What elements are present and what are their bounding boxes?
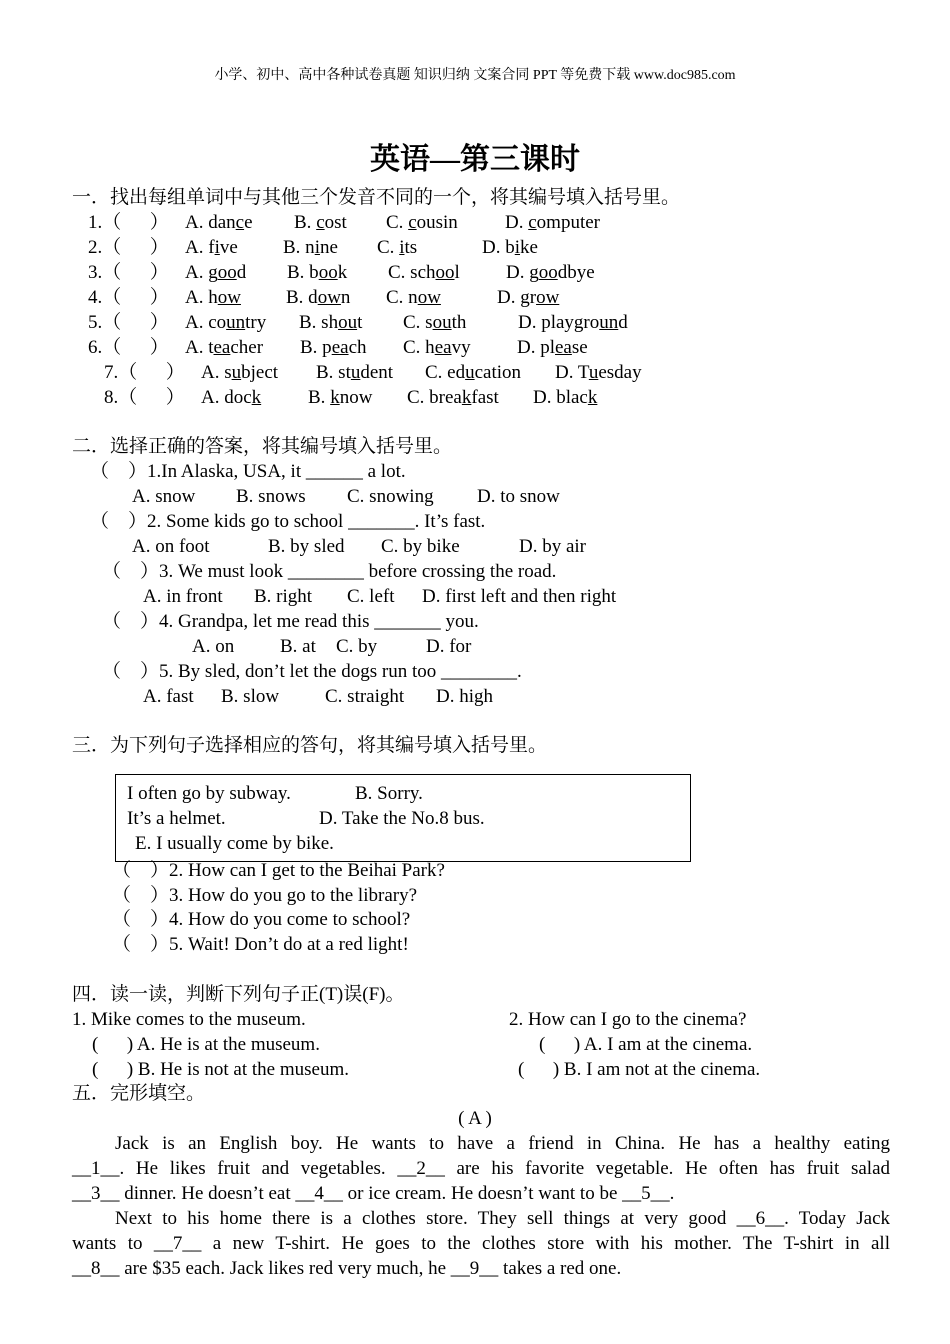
s1-option-a <box>185 335 263 360</box>
underlined-letters: oo <box>538 262 558 283</box>
s4-right-b: ( ) B. I am not at the cinema. <box>518 1059 761 1080</box>
s1-option-c <box>386 210 458 235</box>
option-text: bject <box>241 362 279 383</box>
s1-option-c <box>425 360 521 385</box>
s4-left-b: ( ) B. He is not at the museum. <box>92 1059 349 1080</box>
underlined-letters: i <box>399 237 405 258</box>
s3-question-4: （ ）4. How do you come to school? <box>112 909 411 930</box>
passage-2-line-3: __8__ are $35 each. Jack likes red very much, he __9__ takes a red one. <box>72 1258 622 1279</box>
underlined-letters: un <box>226 312 246 333</box>
s1-option-d <box>505 210 600 235</box>
option-text: B. n <box>283 237 315 258</box>
s1-option-d <box>497 285 559 310</box>
box-option-a: I often go by subway. <box>127 783 291 804</box>
s2-q5-option-c: C. straight <box>325 686 405 707</box>
s1-option-b <box>308 385 372 410</box>
underlined-letters: u <box>350 362 361 383</box>
s3-question-3: （ ）3. How do you go to the library? <box>112 885 418 906</box>
s1-option-c <box>403 310 466 335</box>
s1-option-d <box>533 385 597 410</box>
box-option-e: E. I usually come by bike. <box>135 833 334 854</box>
option-text: ke <box>520 237 538 258</box>
option-text: l <box>454 262 460 283</box>
option-text: ne <box>319 237 338 258</box>
underlined-letters: ea <box>331 337 349 358</box>
s4-left-a: ( ) A. He is at the museum. <box>92 1034 320 1055</box>
s1-option-b <box>286 285 350 310</box>
underlined-letters: ow <box>417 287 441 308</box>
s1-option-a <box>185 210 253 235</box>
s2-q4-option-b: B. at <box>280 636 316 657</box>
option-text: d <box>236 262 247 283</box>
s4-right-a: ( ) A. I am at the cinema. <box>539 1034 753 1055</box>
s1-option-c <box>377 235 417 260</box>
underlined-letters: i <box>514 237 521 258</box>
underlined-letters: k <box>461 387 472 408</box>
s2-q1-option-b: B. snows <box>236 486 306 507</box>
s1-option-c <box>388 260 460 285</box>
s1-row-number: 3.（ ） <box>88 262 169 283</box>
s1-option-a <box>185 310 266 335</box>
s3-question-5: （ ）5. Wait! Don’t do at a red light! <box>112 934 409 955</box>
underlined-letters: c <box>235 212 245 233</box>
underlined-letters: k <box>330 387 340 408</box>
s1-option-a <box>201 360 278 385</box>
option-text: dbye <box>557 262 595 283</box>
option-text: D. playgro <box>518 312 600 333</box>
s1-option-d <box>555 360 642 385</box>
option-text: B. d <box>286 287 318 308</box>
s1-option-d <box>518 310 628 335</box>
underlined-letters: ea <box>434 337 452 358</box>
option-text: try <box>245 312 267 333</box>
underlined-letters: c <box>316 212 325 233</box>
option-text: e <box>244 212 253 233</box>
underlined-letters: un <box>599 312 619 333</box>
option-text: d <box>618 312 628 333</box>
option-text: se <box>571 337 588 358</box>
option-text: fast <box>471 387 499 408</box>
s2-q5-option-a: A. fast <box>143 686 194 707</box>
s1-option-a <box>201 385 261 410</box>
option-text: A. g <box>185 262 218 283</box>
option-text: n <box>340 287 351 308</box>
s2-q1-option-d: D. to snow <box>477 486 560 507</box>
section-1-heading: 一．找出每组单词中与其他三个发音不同的一个，将其编号填入括号里。 <box>72 187 681 208</box>
s2-q5-option-d: D. high <box>436 686 493 707</box>
box-option-c: It’s a helmet. <box>127 808 226 829</box>
underlined-letters: ea <box>555 337 572 358</box>
s2-question-3: （ ）3. We must look ________ before crossing the road. <box>102 561 557 582</box>
option-text: C. ed <box>425 362 466 383</box>
option-text: th <box>451 312 467 333</box>
s1-option-d <box>506 260 595 285</box>
option-text: A. f <box>185 237 215 258</box>
s2-question-1: （ ）1.In Alaska, USA, it ______ a lot. <box>90 461 406 482</box>
option-text: D. T <box>555 362 589 383</box>
option-text: ousin <box>416 212 458 233</box>
passage-2-line-2: wants to __7__ a new T-shirt. He goes to the clothes store with his mother. The T-shirt in all <box>72 1233 890 1254</box>
s1-option-c <box>407 385 499 410</box>
s2-q2-option-a: A. on foot <box>132 536 210 557</box>
option-text: C. h <box>403 337 435 358</box>
underlined-letters: oo <box>435 262 455 283</box>
s2-q3-option-a: A. in front <box>143 586 223 607</box>
underlined-letters: ow <box>536 287 560 308</box>
s2-question-4: （ ）4. Grandpa, let me read this _______ you. <box>102 611 479 632</box>
option-text: B. sh <box>299 312 339 333</box>
option-text: D. pl <box>517 337 555 358</box>
section-3-heading: 三．为下列句子选择相应的答句，将其编号填入括号里。 <box>72 735 548 756</box>
option-text: B. st <box>316 362 351 383</box>
s1-option-d <box>482 235 538 260</box>
option-text: A. h <box>185 287 218 308</box>
option-text: dent <box>360 362 394 383</box>
section-5-heading: 五．完形填空。 <box>72 1083 206 1104</box>
s2-q3-option-b: B. right <box>254 586 313 607</box>
section-4-heading: 四．读一读，判断下列句子正(T)误(F)。 <box>72 984 405 1005</box>
option-text: C. n <box>386 287 418 308</box>
option-text: cher <box>230 337 264 358</box>
s1-option-b <box>299 310 362 335</box>
underlined-letters: u <box>465 362 475 383</box>
option-text: ts <box>404 237 418 258</box>
s2-q2-option-b: B. by sled <box>268 536 345 557</box>
s2-q1-option-a: A. snow <box>132 486 196 507</box>
option-text: C. sch <box>388 262 436 283</box>
underlined-letters: c <box>528 212 537 233</box>
underlined-letters: ou <box>338 312 358 333</box>
s1-option-c <box>386 285 441 310</box>
option-text: now <box>339 387 373 408</box>
option-text: C. brea <box>407 387 462 408</box>
s2-q4-option-c: C. by <box>336 636 378 657</box>
underlined-letters: ea <box>213 337 231 358</box>
s2-q4-option-d: D. for <box>426 636 472 657</box>
option-text: B. b <box>287 262 319 283</box>
option-text: ch <box>348 337 367 358</box>
s2-q2-option-c: C. by bike <box>381 536 460 557</box>
s2-q2-option-d: D. by air <box>519 536 587 557</box>
option-text: A. doc <box>201 387 252 408</box>
option-text: B. p <box>300 337 332 358</box>
s2-q4-option-a: A. on <box>192 636 235 657</box>
s1-row-number: 5.（ ） <box>88 312 169 333</box>
option-text: D. b <box>482 237 515 258</box>
option-text: t <box>357 312 363 333</box>
s1-option-b <box>300 335 367 360</box>
passage-paragraph-1 <box>72 1131 890 1206</box>
s1-option-b <box>283 235 338 260</box>
underlined-letters: k <box>251 387 262 408</box>
s2-question-2: （ ）2. Some kids go to school _______. It’s fast. <box>90 511 486 532</box>
option-text: vy <box>451 337 471 358</box>
s2-q5-option-b: B. slow <box>221 686 280 707</box>
s2-q3-option-d: D. first left and then right <box>422 586 617 607</box>
option-text: A. s <box>201 362 232 383</box>
s1-option-b <box>287 260 347 285</box>
option-text: D. gr <box>497 287 537 308</box>
passage-1-line-3: __3__ dinner. He doesn’t eat __4__ or ice cream. He doesn’t want to be __5__. <box>72 1183 675 1204</box>
option-text: esday <box>598 362 642 383</box>
s1-row-number: 6.（ ） <box>88 337 169 358</box>
option-text: k <box>337 262 348 283</box>
section-2-heading: 二．选择正确的答案，将其编号填入括号里。 <box>72 436 453 457</box>
option-text: omputer <box>536 212 600 233</box>
s3-question-2: （ ）2. How can I get to the Beihai Park? <box>112 860 445 881</box>
s1-option-a <box>185 235 238 260</box>
passage-2-line-1: Next to his home there is a clothes store. They sell things at very good __6__. Today Jack <box>115 1208 890 1229</box>
option-text: C. <box>386 212 409 233</box>
underlined-letters: oo <box>217 262 237 283</box>
underlined-letters: ow <box>317 287 341 308</box>
page-header: 小学、初中、高中各种试卷真题 知识归纳 文案合同 PPT 等免费下载 www.doc985.com <box>214 68 736 83</box>
option-text: B. <box>294 212 317 233</box>
page-title: 英语—第三课时 <box>370 143 580 176</box>
s1-option-c <box>403 335 471 360</box>
passage-label: ( A ) <box>458 1108 492 1129</box>
option-text: ve <box>219 237 238 258</box>
s1-option-b <box>316 360 393 385</box>
s1-option-a <box>185 285 241 310</box>
underlined-letters: i <box>314 237 320 258</box>
s1-option-a <box>185 260 246 285</box>
passage-1-line-2: __1__. He likes fruit and vegetables. __2__ are his favorite vegetable. He often has fruit salad <box>72 1158 890 1179</box>
option-text: C. s <box>403 312 433 333</box>
passage-paragraph-2 <box>72 1206 890 1281</box>
option-text: D. <box>505 212 529 233</box>
s1-row-number: 4.（ ） <box>88 287 169 308</box>
underlined-letters: k <box>587 387 598 408</box>
option-text: D. blac <box>533 387 588 408</box>
box-option-d: D. Take the No.8 bus. <box>319 808 485 829</box>
option-text: A. dan <box>185 212 236 233</box>
option-text: cation <box>474 362 522 383</box>
underlined-letters: u <box>588 362 599 383</box>
box-option-b: B. Sorry. <box>355 783 423 804</box>
option-text: D. g <box>506 262 539 283</box>
option-text: C. <box>377 237 400 258</box>
option-text: A. co <box>185 312 227 333</box>
s4-right-question: 2. How can I go to the cinema? <box>509 1009 747 1030</box>
s1-option-d <box>517 335 588 360</box>
underlined-letters: c <box>408 212 417 233</box>
s1-row-number: 7.（ ） <box>104 362 185 383</box>
s1-row-number: 2.（ ） <box>88 237 169 258</box>
s1-option-b <box>294 210 347 235</box>
underlined-letters: u <box>231 362 242 383</box>
underlined-letters: i <box>214 237 220 258</box>
s4-left-question: 1. Mike comes to the museum. <box>72 1009 306 1030</box>
s1-row-number: 1.（ ） <box>88 212 169 233</box>
s1-row-number: 8.（ ） <box>104 387 185 408</box>
underlined-letters: ow <box>217 287 241 308</box>
s2-q1-option-c: C. snowing <box>347 486 434 507</box>
option-text: ost <box>324 212 347 233</box>
passage-1-line-1: Jack is an English boy. He wants to have a friend in China. He has a healthy eating <box>115 1133 890 1154</box>
underlined-letters: oo <box>318 262 338 283</box>
s2-question-5: （ ）5. By sled, don’t let the dogs run too ________. <box>102 661 522 682</box>
s2-q3-option-c: C. left <box>347 586 395 607</box>
underlined-letters: ou <box>432 312 452 333</box>
option-text: B. <box>308 387 331 408</box>
option-text: A. t <box>185 337 214 358</box>
